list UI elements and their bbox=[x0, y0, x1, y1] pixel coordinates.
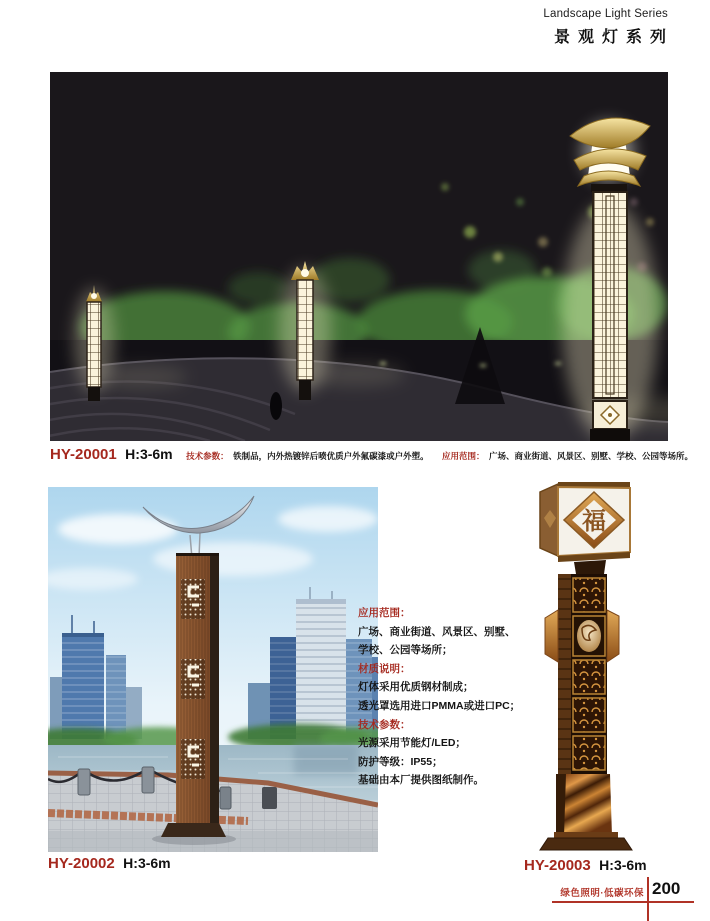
product-height: H:3-6m bbox=[123, 855, 171, 871]
product-height: H:3-6m bbox=[125, 446, 173, 462]
night-scene-art bbox=[50, 72, 668, 441]
spec-line: 材质说明： bbox=[358, 662, 411, 675]
page-number: 200 bbox=[652, 879, 681, 898]
series-title-zh: 景观灯系列 bbox=[553, 29, 674, 46]
spec-line: 防护等级：IP55； bbox=[358, 755, 443, 768]
spec-line: 技术参数： bbox=[358, 718, 411, 731]
footer-slogan: 绿色照明·低碳环保 bbox=[560, 888, 644, 899]
tech-params-text: 铁制品，内外热镀锌后喷优质户外氟碳漆或户外塑。 bbox=[233, 451, 429, 461]
lantern-head bbox=[540, 482, 630, 562]
spec-line: 透光罩选用进口PMMA或进口PC； bbox=[358, 699, 521, 712]
product-caption-1 bbox=[50, 446, 694, 464]
waterfront-art bbox=[48, 487, 378, 852]
series-title-en: Landscape Light Series bbox=[543, 8, 668, 20]
product-caption-2 bbox=[48, 855, 171, 873]
fu-lamp-art bbox=[518, 478, 694, 858]
application-text: 广场、商业街道、风景区、别墅、学校、公园等场所。 bbox=[489, 451, 694, 461]
spec-line: 学校、公园等场所； bbox=[358, 644, 453, 657]
night-scene-photo bbox=[50, 72, 668, 441]
product-model: HY-20002 bbox=[48, 855, 115, 872]
footer-rule bbox=[552, 901, 694, 903]
spec-line: 广场、商业街道、风景区、别墅、 bbox=[358, 625, 516, 638]
product-height: H:3-6m bbox=[599, 857, 647, 873]
spec-line: 基础由本厂提供图纸制作。 bbox=[358, 774, 484, 787]
product-model: HY-20003 bbox=[524, 857, 591, 874]
spec-line: 应用范围： bbox=[358, 607, 411, 619]
spec-line: 灯体采用优质钢材制成； bbox=[358, 681, 474, 694]
tech-params-label: 技术参数： bbox=[186, 451, 229, 461]
footer-divider bbox=[647, 877, 649, 921]
flame-base bbox=[540, 774, 632, 850]
ornate-column bbox=[545, 574, 619, 774]
fu-lamp-image bbox=[518, 478, 694, 858]
spec-line: 光源采用节能灯/LED； bbox=[358, 737, 466, 750]
waterfront-photo bbox=[48, 487, 378, 852]
product-model: HY-20001 bbox=[50, 446, 117, 463]
lamp-neck bbox=[574, 560, 606, 574]
fu-character: 福 bbox=[582, 506, 606, 535]
application-label: 应用范围： bbox=[442, 451, 485, 461]
product-caption-3 bbox=[524, 857, 647, 875]
